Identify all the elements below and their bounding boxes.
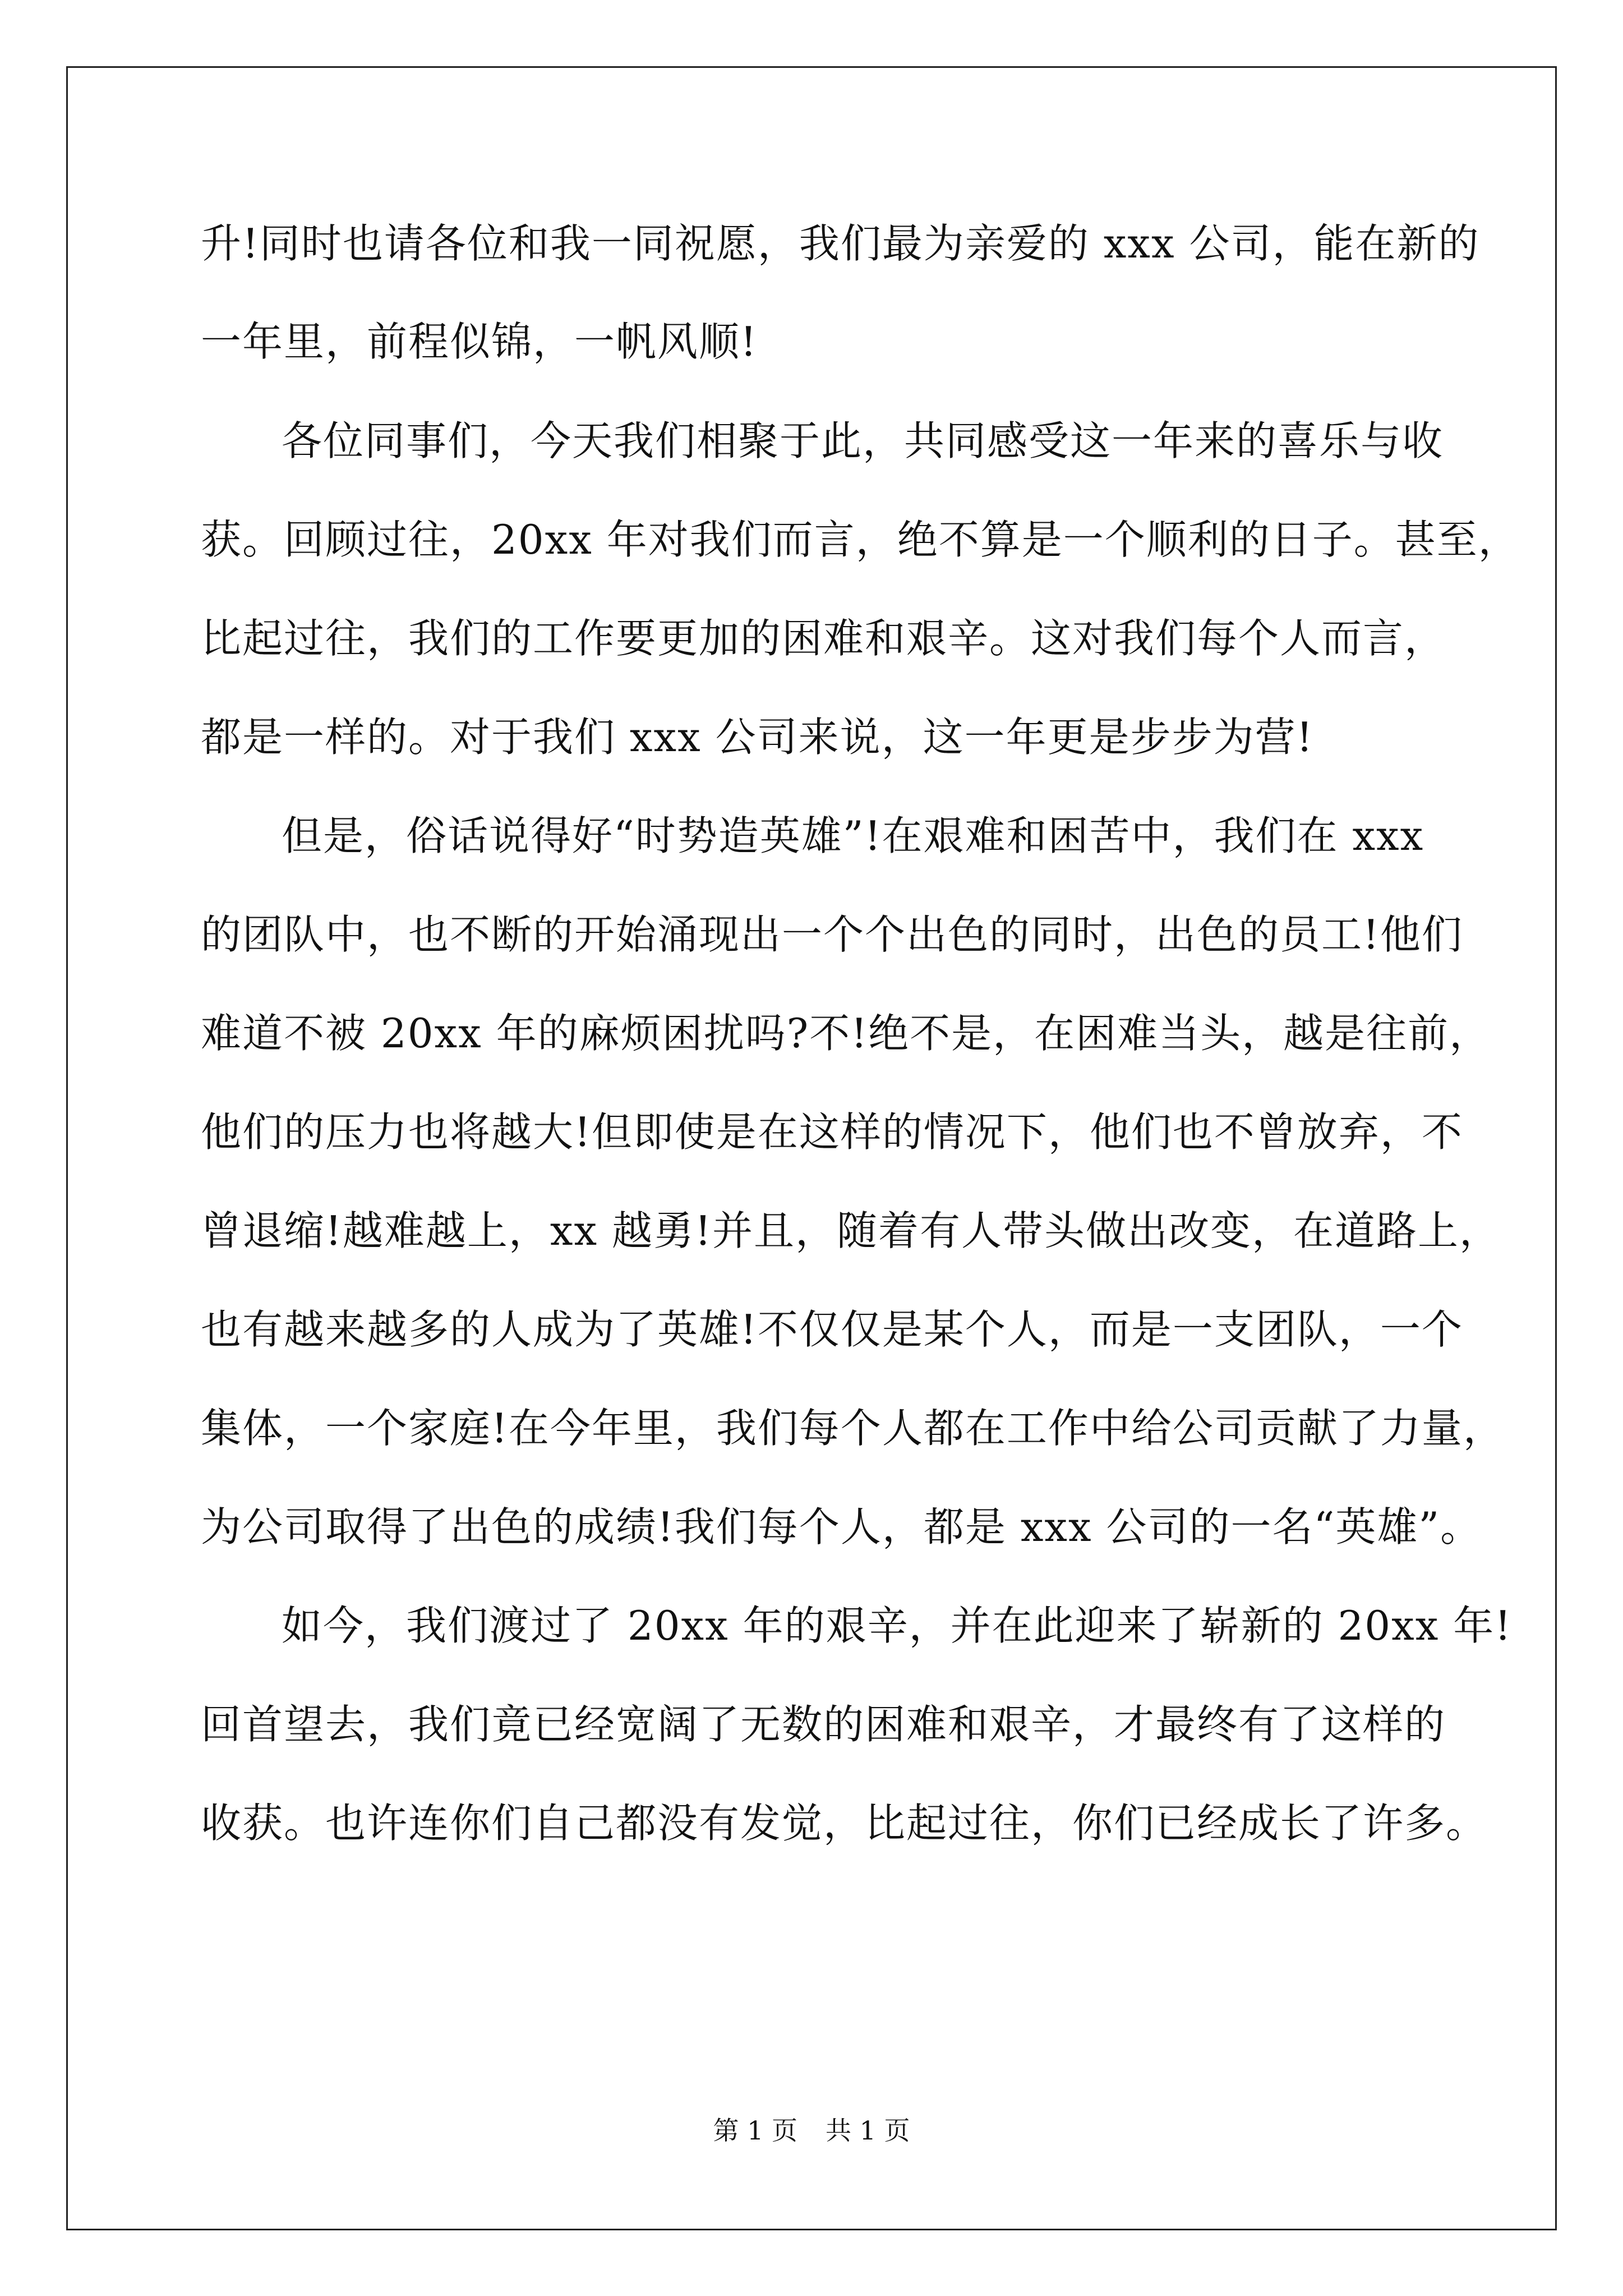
text-line: 集体，一个家庭!在今年里，我们每个人都在工作中给公司贡献了力量， bbox=[201, 1405, 1505, 1452]
text-line: 回首望去，我们竟已经宽阔了无数的困难和艰辛，才最终有了这样的 bbox=[201, 1701, 1446, 1748]
text-line: 他们的压力也将越大!但即使是在这样的情况下，他们也不曾放弃，不 bbox=[201, 1108, 1463, 1156]
text-line: 获。回顾过往，20xx 年对我们而言，绝不算是一个顺利的日子。甚至， bbox=[201, 516, 1520, 563]
text-line: 曾退缩!越难越上，xx 越勇!并且，随着有人带头做出改变，在道路上， bbox=[201, 1207, 1501, 1254]
page-number: 第 1 页 bbox=[713, 2115, 797, 2146]
text-line: 比起过往，我们的工作要更加的困难和艰辛。这对我们每个人而言， bbox=[201, 615, 1446, 662]
page-footer bbox=[0, 2114, 1623, 2147]
text-line: 也有越来越多的人成为了英雄!不仅仅是某个人，而是一支团队，一个 bbox=[201, 1306, 1463, 1353]
text-line: 升!同时也请各位和我一同祝愿，我们最为亲爱的 xxx 公司，能在新的 bbox=[201, 220, 1480, 267]
page-total: 共 1 页 bbox=[826, 2115, 910, 2146]
text-line: 为公司取得了出色的成绩!我们每个人，都是 xxx 公司的一名“英雄”。 bbox=[201, 1503, 1482, 1550]
paragraph-start-line: 各位同事们，今天我们相聚于此，共同感受这一年来的喜乐与收 bbox=[282, 417, 1444, 464]
paragraph-start-line: 但是，俗话说得好“时势造英雄”!在艰难和困苦中，我们在 xxx bbox=[282, 812, 1424, 859]
paragraph-start-line: 如今，我们渡过了 20xx 年的艰辛，并在此迎来了崭新的 20xx 年! bbox=[282, 1602, 1513, 1649]
text-line: 收获。也许连你们自己都没有发觉，比起过往，你们已经成长了许多。 bbox=[201, 1800, 1488, 1847]
text-line: 难道不被 20xx 年的麻烦困扰吗?不!绝不是，在困难当头，越是往前， bbox=[201, 1010, 1491, 1057]
text-line: 的团队中，也不断的开始涌现出一个个出色的同时，出色的员工!他们 bbox=[201, 911, 1463, 958]
text-line: 一年里，前程似锦，一帆风顺! bbox=[201, 318, 758, 365]
text-line: 都是一样的。对于我们 xxx 公司来说，这一年更是步步为营! bbox=[201, 714, 1314, 761]
